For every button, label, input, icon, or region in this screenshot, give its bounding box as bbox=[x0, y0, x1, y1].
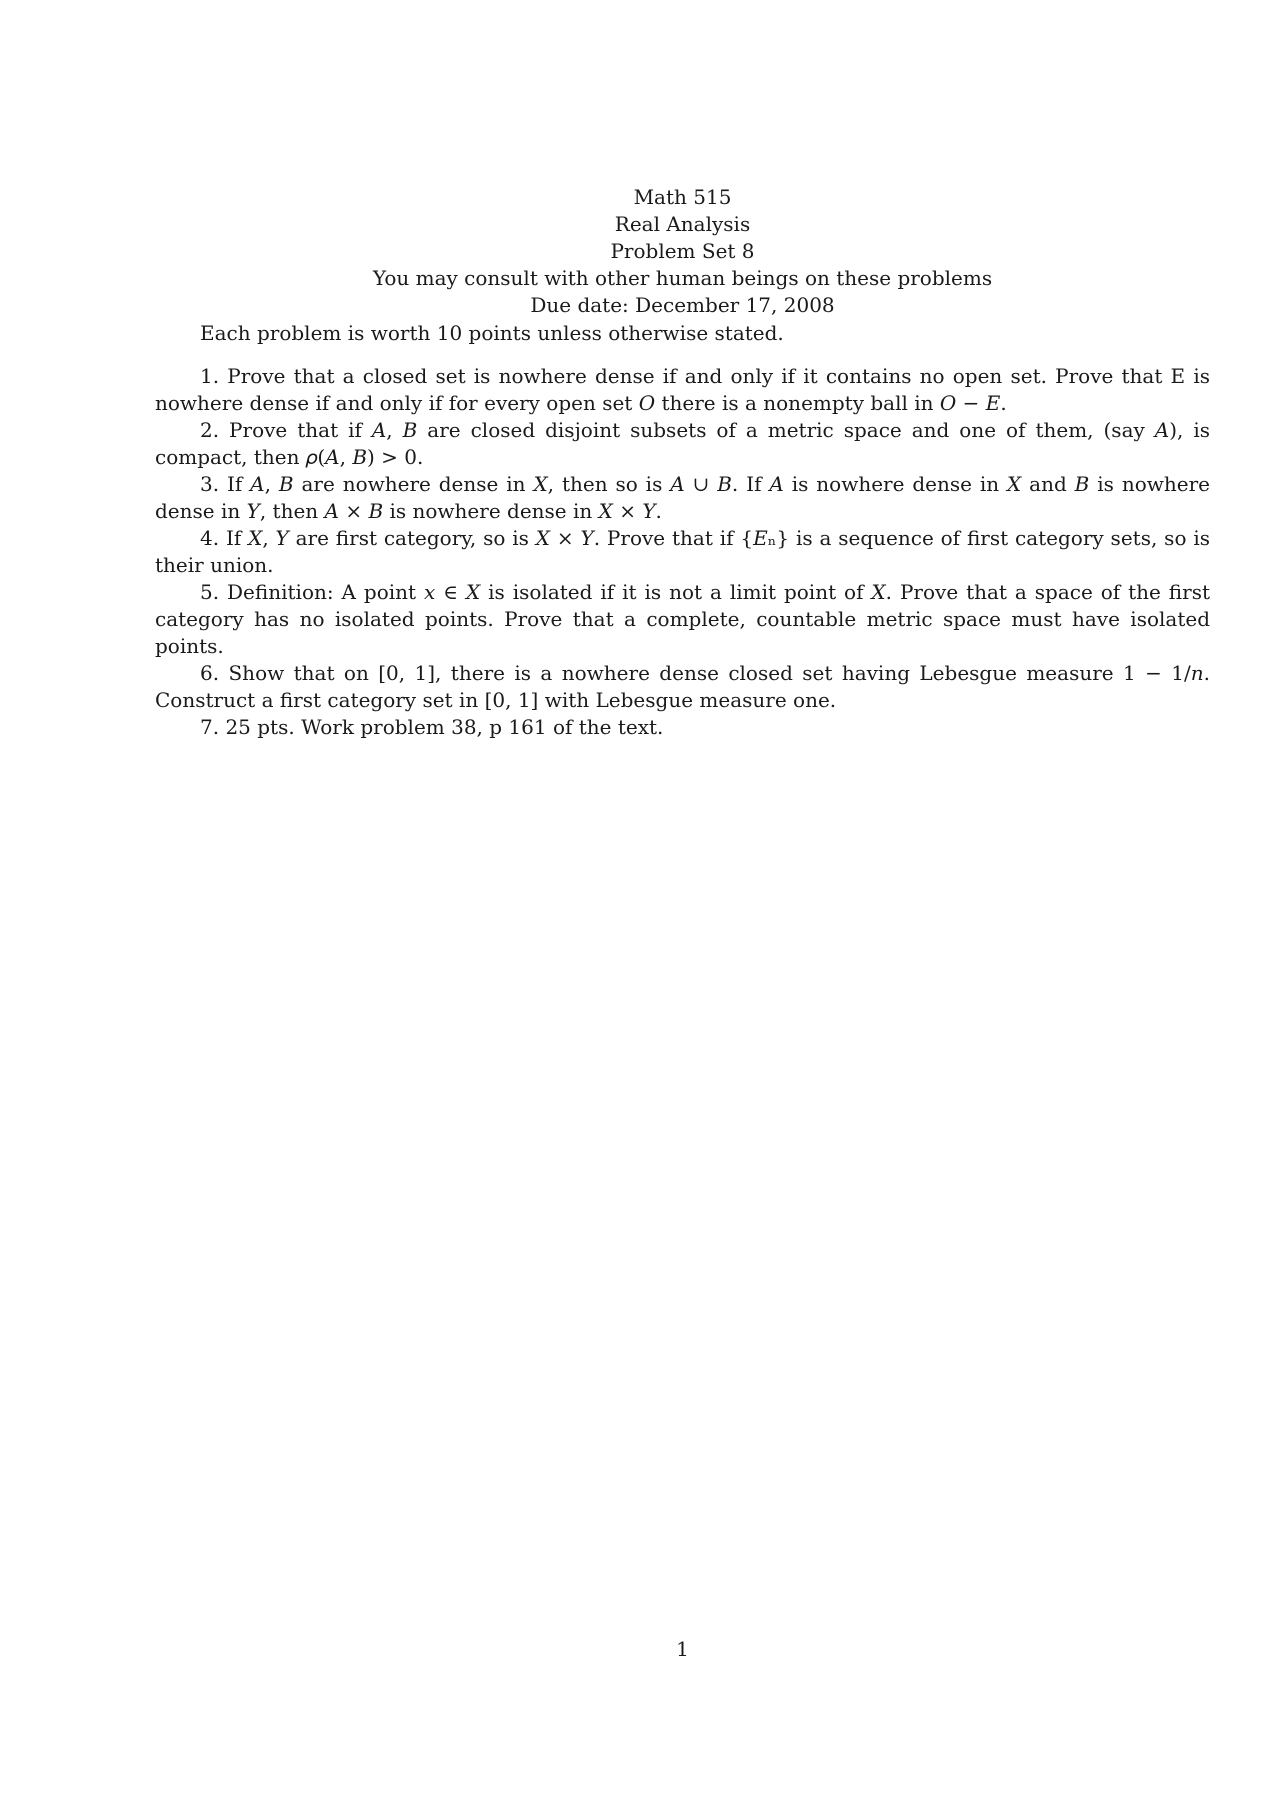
due-date: Due date: December 17, 2008 bbox=[530, 293, 835, 317]
subject-title: Real Analysis bbox=[614, 212, 751, 236]
page-number: 1 bbox=[676, 1637, 689, 1661]
problem-7: 7. 25 pts. Work problem 38, p 161 of the text. bbox=[200, 715, 664, 739]
document-header bbox=[0, 184, 1280, 319]
grading-note: Each problem is worth 10 points unless otherwise stated. bbox=[200, 321, 784, 345]
problem-3: 3. If 𝐴, 𝐵 are nowhere dense in 𝑋, then so is 𝐴 ∪ 𝐵. If 𝐴 is nowhere dense in 𝑋 and 𝐵 is nowhere dense in 𝑌, then 𝐴 × 𝐵 is nowhere dense in 𝑋 × 𝑌. bbox=[155, 472, 1210, 523]
course-title: Math 515 bbox=[633, 185, 732, 209]
problem-4: 4. If 𝑋, 𝑌 are first category, so is 𝑋 × 𝑌. Prove that if {𝐸ₙ} is a sequence of first category sets, so is their union. bbox=[155, 526, 1210, 577]
problem-2: 2. Prove that if 𝐴, 𝐵 are closed disjoint subsets of a metric space and one of them, (say 𝐴), is compact, then 𝜌(𝐴, 𝐵) > 0. bbox=[155, 418, 1210, 469]
problem-set-title: Problem Set 8 bbox=[610, 239, 755, 263]
problem-list bbox=[155, 363, 1210, 741]
problem-1: 1. Prove that a closed set is nowhere dense if and only if it contains no open set. Prove that E is nowhere dense if and only if for every open set 𝑂 there is a nonempty ball in 𝑂 − 𝐸. bbox=[155, 364, 1210, 415]
problem-6: 6. Show that on [0, 1], there is a nowhere dense closed set having Lebesgue measure 1 − 1/𝑛. Construct a first category set in [0, 1] with Lebesgue measure one. bbox=[155, 661, 1210, 712]
problem-5: 5. Definition: A point 𝑥 ∈ 𝑋 is isolated if it is not a limit point of 𝑋. Prove that a space of the first category has no isolated points. Prove that a complete, countable metric space must have isolated points. bbox=[155, 580, 1210, 658]
collaboration-note: You may consult with other human beings on these problems bbox=[372, 266, 993, 290]
